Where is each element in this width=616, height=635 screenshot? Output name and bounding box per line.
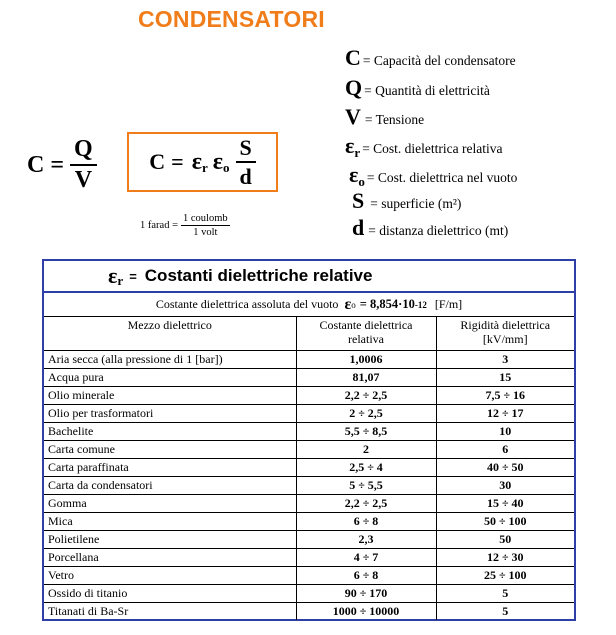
table-row [44, 423, 574, 441]
cell-medium: Titanati di Ba-Sr [44, 603, 296, 621]
formula-lhs: C [27, 151, 45, 178]
dielectric-data-table [44, 317, 574, 620]
vacuum-permittivity-unit: [F/m] [434, 297, 463, 311]
cell-rigidity: 30 [436, 477, 574, 495]
table-row [44, 531, 574, 549]
cell-medium: Bachelite [44, 423, 296, 441]
table-header-row [44, 317, 574, 351]
table-row [44, 477, 574, 495]
cell-rigidity: 7,5 ÷ 16 [436, 387, 574, 405]
cell-rigidity: 12 ÷ 30 [436, 549, 574, 567]
cell-rigidity: 25 ÷ 100 [436, 567, 574, 585]
legend-item [352, 215, 508, 241]
farad-numerator: 1 coulomb [181, 213, 230, 226]
cell-medium: Gomma [44, 495, 296, 513]
legend-symbol: ε [345, 133, 355, 158]
cell-medium: Vetro [44, 567, 296, 585]
epsilon-o-symbol: ε [344, 295, 352, 313]
epsilon-o-subscript: o [223, 160, 230, 175]
farad-denominator: 1 volt [193, 227, 218, 239]
legend-symbol: d [352, 215, 365, 240]
legend-item [345, 104, 424, 130]
legend-item [352, 188, 461, 214]
legend-subscript: o [358, 174, 365, 189]
cell-rigidity: 15 ÷ 40 [436, 495, 574, 513]
table-row [44, 585, 574, 603]
cell-constant: 4 ÷ 7 [296, 549, 436, 567]
cell-rigidity: 12 ÷ 17 [436, 405, 574, 423]
farad-lhs: 1 farad = [140, 220, 178, 232]
table-title-equals: = [129, 268, 137, 284]
cell-rigidity: 10 [436, 423, 574, 441]
formula-plate-capacitor [127, 132, 278, 192]
table-row [44, 549, 574, 567]
cell-medium: Carta comune [44, 441, 296, 459]
formula-capacitance [27, 137, 97, 193]
table-row [44, 603, 574, 621]
cell-medium: Olio per trasformatori [44, 405, 296, 423]
dielectric-table [42, 259, 576, 621]
cell-constant: 6 ÷ 8 [296, 513, 436, 531]
cell-constant: 2,2 ÷ 2,5 [296, 387, 436, 405]
formula-fraction [70, 137, 97, 193]
cell-constant: 90 ÷ 170 [296, 585, 436, 603]
epsilon-r-subscript: r [201, 160, 208, 175]
cell-rigidity: 5 [436, 585, 574, 603]
cell-rigidity: 40 ÷ 50 [436, 459, 574, 477]
formula-equals: = [171, 149, 184, 174]
formula-denominator: V [74, 167, 93, 194]
cell-medium: Ossido di titanio [44, 585, 296, 603]
vacuum-permittivity-exponent: -12 [414, 299, 427, 310]
legend-text: = superficie (m²) [370, 196, 462, 211]
legend-item [345, 75, 490, 101]
column-header-rigidity: Rigidità dielettrica [kV/mm] [436, 317, 574, 351]
table-row [44, 567, 574, 585]
cell-constant: 2 [296, 441, 436, 459]
cell-constant: 81,07 [296, 369, 436, 387]
cell-rigidity: 6 [436, 441, 574, 459]
legend-subscript: r [354, 145, 361, 160]
cell-constant: 2,3 [296, 531, 436, 549]
legend-symbol: Q [345, 75, 363, 100]
cell-medium: Acqua pura [44, 369, 296, 387]
formula-fraction [236, 136, 256, 188]
vacuum-permittivity-label: Costante dielettrica assoluta del vuoto [155, 297, 339, 311]
table-row [44, 387, 574, 405]
epsilon-r-symbol: ε [191, 148, 202, 175]
legend-text: = Tensione [364, 112, 425, 127]
legend-text: = Quantità di elettricità [364, 83, 490, 98]
farad-fraction [181, 213, 230, 238]
legend-symbol: C [345, 45, 361, 70]
epsilon-o-symbol: ε [212, 148, 223, 175]
legend-item [349, 162, 517, 188]
cell-medium: Aria secca (alla pressione di 1 [bar]) [44, 351, 296, 369]
epsilon-r-symbol: ε [108, 263, 118, 288]
cell-constant: 1,0006 [296, 351, 436, 369]
formula-numerator: Q [70, 137, 97, 166]
table-row [44, 513, 574, 531]
vacuum-permittivity-row [44, 293, 574, 317]
epsilon-r-subscript: r [117, 273, 124, 288]
cell-medium: Polietilene [44, 531, 296, 549]
cell-constant: 1000 ÷ 10000 [296, 603, 436, 621]
table-row [44, 459, 574, 477]
table-title-text: Costanti dielettriche relative [144, 266, 373, 285]
cell-rigidity: 50 ÷ 100 [436, 513, 574, 531]
table-row [44, 405, 574, 423]
cell-constant: 2,2 ÷ 2,5 [296, 495, 436, 513]
column-header-constant: Costante dielettrica relativa [296, 317, 436, 351]
epsilon-o-subscript: o [351, 299, 356, 310]
formula-denominator: d [239, 164, 252, 189]
table-row [44, 495, 574, 513]
formula-equals: = [50, 151, 65, 178]
column-header-medium: Mezzo dielettrico [44, 317, 296, 351]
vacuum-permittivity-value: = 8,854·10 [359, 297, 415, 311]
cell-rigidity: 15 [436, 369, 574, 387]
table-row [44, 369, 574, 387]
cell-rigidity: 50 [436, 531, 574, 549]
page-title: CONDENSATORI [138, 6, 325, 32]
table-row [44, 441, 574, 459]
legend-symbol: S [352, 188, 365, 213]
cell-medium: Carta paraffinata [44, 459, 296, 477]
table-row [44, 351, 574, 369]
cell-constant: 6 ÷ 8 [296, 567, 436, 585]
cell-rigidity: 3 [436, 351, 574, 369]
legend-symbol: V [345, 104, 361, 129]
table-title [44, 261, 574, 293]
legend-text: = Capacità del condensatore [362, 53, 516, 68]
cell-medium: Mica [44, 513, 296, 531]
cell-rigidity: 5 [436, 603, 574, 621]
cell-constant: 5,5 ÷ 8,5 [296, 423, 436, 441]
legend-item [345, 45, 516, 71]
legend-symbol: ε [349, 162, 359, 187]
legend-text: = Cost. dielettrica relativa [362, 141, 503, 156]
cell-constant: 2 ÷ 2,5 [296, 405, 436, 423]
cell-medium: Porcellana [44, 549, 296, 567]
cell-medium: Carta da condensatori [44, 477, 296, 495]
farad-definition [140, 213, 230, 238]
formula-numerator: S [236, 136, 256, 163]
cell-medium: Olio minerale [44, 387, 296, 405]
formula-lhs: C [149, 149, 166, 174]
cell-constant: 5 ÷ 5,5 [296, 477, 436, 495]
legend-text: = Cost. dielettrica nel vuoto [366, 170, 518, 185]
legend-text: = distanza dielettrico (mt) [368, 223, 509, 238]
cell-constant: 2,5 ÷ 4 [296, 459, 436, 477]
legend-item [345, 133, 503, 159]
